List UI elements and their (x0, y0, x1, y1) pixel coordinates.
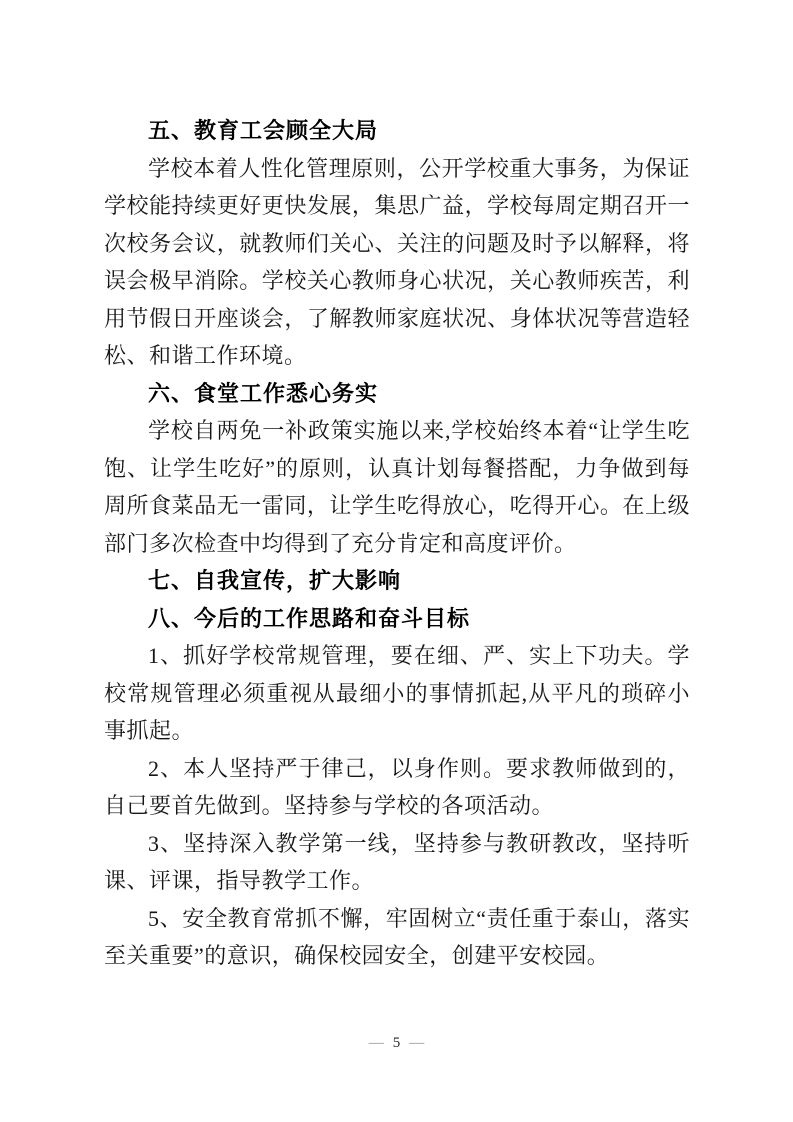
list-item-5: 5、安全教育常抓不懈，牢固树立“责任重于泰山，落实至关重要”的意识，确保校园安全，创建平安校园。 (104, 905, 690, 968)
paragraph-education-union: 学校本着人性化管理原则，公开学校重大事务，为保证学校能持续更好更快发展，集思广益，学校每周定期召开一次校务会议，就教师们关心、关注的问题及时予以解释，将误会极早消除。学校关心教师身心状况，关心教师疾苦，利用节假日开座谈会，了解教师家庭状况、身体状况等营造轻松、和谐工作环境。 (104, 155, 690, 368)
page-number: 5 (392, 1035, 401, 1051)
list-item-2: 2、本人坚持严于律己，以身作则。要求教师做到的，自己要首先做到。坚持参与学校的各项活动。 (104, 755, 690, 818)
footer-left-dash: — (368, 1035, 384, 1051)
document-body (104, 112, 690, 975)
heading-canteen-work: 六、食堂工作悉心务实 (148, 380, 379, 406)
page-footer (0, 1032, 793, 1054)
heading-education-union: 五、教育工会顾全大局 (148, 118, 379, 143)
heading-future-goals: 八、今后的工作思路和奋斗目标 (148, 605, 471, 631)
paragraph-canteen-work: 学校自两免一补政策实施以来,学校始终本着“让学生吃饱、让学生吃好”的原则，认真计划每餐搭配，力争做到每周所食菜品无一雷同，让学生吃得放心，吃得开心。在上级部门多次检查中均得到了充分肯定和高度评价。 (104, 418, 690, 556)
footer-right-dash: — (409, 1035, 425, 1051)
heading-self-promotion: 七、自我宣传，扩大影响 (148, 568, 402, 593)
list-item-1: 1、抓好学校常规管理，要在细、严、实上下功夫。学校常规管理必须重视从最细小的事情抓起,从平凡的琐碎小事抓起。 (104, 643, 690, 743)
list-item-3: 3、坚持深入教学第一线，坚持参与教研教改，坚持听课、评课，指导教学工作。 (104, 830, 690, 893)
